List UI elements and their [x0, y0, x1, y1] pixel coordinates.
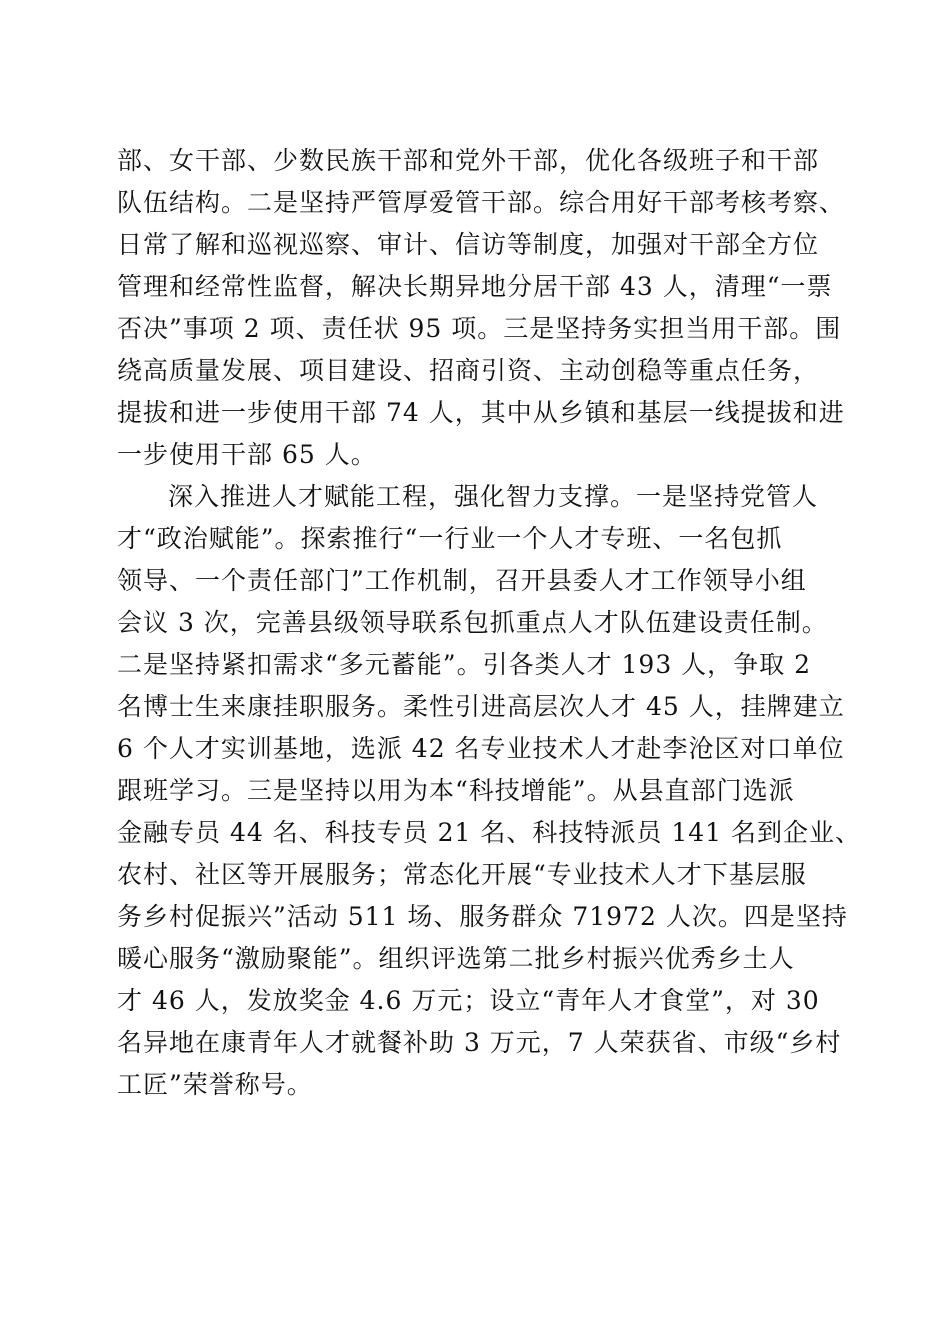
text-line: 领导、一个责任部门”工作机制，召开县委人才工作领导小组	[117, 566, 807, 595]
text-line: 名异地在康青年人才就餐补助 3 万元，7 人荣获省、市级“乡村	[117, 1028, 842, 1057]
text-line: 6 个人才实训基地，选派 42 名专业技术人才赴李沧区对口单位	[117, 734, 845, 763]
text-line: 绕高质量发展、项目建设、招商引资、主动创稳等重点任务，	[117, 356, 820, 385]
text-line: 提拔和进一步使用干部 74 人，其中从乡镇和基层一线提拔和进	[117, 398, 845, 427]
text-line: 队伍结构。二是坚持严管厚爱管干部。综合用好干部考核考察、	[117, 188, 846, 217]
text-line: 工匠”荣誉称号。	[117, 1070, 313, 1099]
text-line: 农村、社区等开展服务；常态化开展“专业技术人才下基层服	[117, 860, 807, 889]
paragraph-talent-empowerment	[117, 476, 862, 1106]
text-line: 否决”事项 2 项、责任状 95 项。三是坚持务实担当用干部。围	[117, 314, 842, 343]
body-text	[117, 140, 862, 1106]
paragraph-first-line: 深入推进人才赋能工程，强化智力支撑。一是坚持党管人	[168, 482, 819, 511]
text-line: 名博士生来康挂职服务。柔性引进高层次人才 45 人，挂牌建立	[117, 692, 845, 721]
paragraph-cadre-management	[117, 140, 846, 476]
text-line: 会议 3 次，完善县级领导联系包抓重点人才队伍建设责任制。	[117, 608, 828, 637]
text-line: 管理和经常性监督，解决长期异地分居干部 43 人，清理“一票	[117, 272, 833, 301]
text-line: 跟班学习。三是坚持以用为本“科技增能”。从县直部门选派	[117, 776, 795, 805]
text-line: 才 46 人，发放奖金 4.6 万元；设立“青年人才食堂”，对 30	[117, 986, 820, 1015]
text-line: 部、女干部、少数民族干部和党外干部，优化各级班子和干部	[117, 146, 820, 175]
text-line: 金融专员 44 名、科技专员 21 名、科技特派员 141 名到企业、	[117, 818, 862, 847]
text-line: 暖心服务“激励聚能”。组织评选第二批乡村振兴优秀乡土人	[117, 944, 795, 973]
text-line: 务乡村促振兴”活动 511 场、服务群众 71972 人次。四是坚持	[117, 902, 848, 931]
text-line: 才“政治赋能”。探索推行“一行业一个人才专班、一名包抓	[117, 524, 783, 553]
text-line: 一步使用干部 65 人。	[117, 440, 377, 469]
text-line: 日常了解和巡视巡察、审计、信访等制度，加强对干部全方位	[117, 230, 820, 259]
text-line: 二是坚持紧扣需求“多元蓄能”。引各类人才 193 人，争取 2	[117, 650, 812, 679]
